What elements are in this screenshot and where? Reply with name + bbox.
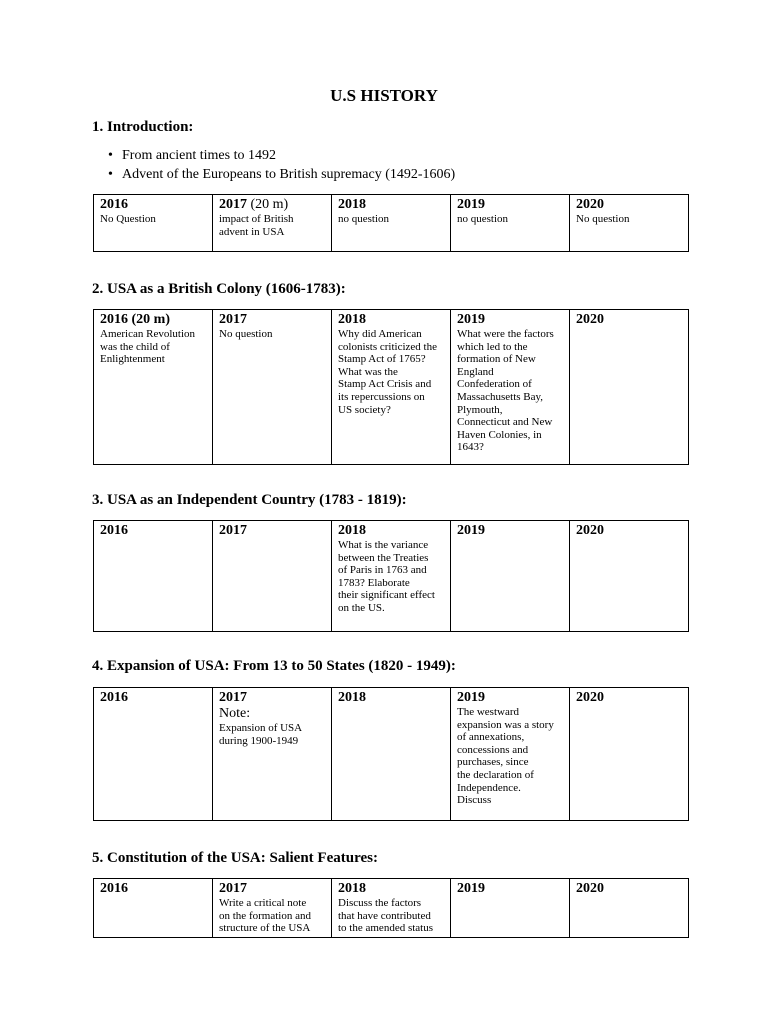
introduction-bullet-list	[108, 146, 455, 184]
table-row	[94, 879, 689, 938]
cell-2018: 2018 What is the variance between the Treaties of Paris in 1763 and 1783? Elaborate their significant effect on the US.	[332, 521, 451, 632]
cell-2017: 2017	[213, 521, 332, 632]
table-row	[94, 195, 689, 252]
section-heading-constitution: 5. Constitution of the USA: Salient Features:	[92, 850, 378, 866]
cell-2017: 2017 Write a critical note on the formation and structure of the USA	[213, 879, 332, 938]
cell-2019: 2019 The westward expansion was a story of annexations, concessions and purchases, since the declaration of Independence. Discuss	[451, 688, 570, 821]
cell-2016: 2016	[94, 879, 213, 938]
cell-2020: 2020	[570, 879, 689, 938]
bullet-icon: •	[108, 167, 113, 182]
cell-2017: 2017 Note: Expansion of USA during 1900-1949	[213, 688, 332, 821]
british-colony-year-table	[93, 309, 689, 465]
cell-2016: 2016	[94, 521, 213, 632]
page-title: U.S HISTORY	[330, 86, 438, 105]
table-row	[94, 310, 689, 465]
cell-2019: 2019 no question	[451, 195, 570, 252]
cell-2016: 2016	[94, 688, 213, 821]
cell-2017: 2017 (20 m) impact of British advent in USA	[213, 195, 332, 252]
cell-2018: 2018 Why did American colonists criticized the Stamp Act of 1765? What was the Stamp Act Crisis and its repercussions on US society?	[332, 310, 451, 465]
expansion-year-table	[93, 687, 689, 821]
cell-2019: 2019 What were the factors which led to the formation of New England Confederation of Massachusetts Bay, Plymouth, Connecticut and New Haven Colonies, in 1643?	[451, 310, 570, 465]
cell-2018: 2018 Discuss the factors that have contributed to the amended status	[332, 879, 451, 938]
cell-2020: 2020	[570, 521, 689, 632]
constitution-year-table	[93, 878, 689, 938]
note-label: Note:	[219, 706, 251, 721]
cell-2019: 2019	[451, 879, 570, 938]
cell-2016: 2016 No Question	[94, 195, 213, 252]
cell-2018: 2018	[332, 688, 451, 821]
cell-2016: 2016 (20 m) American Revolution was the child of Enlightenment	[94, 310, 213, 465]
cell-2020: 2020	[570, 688, 689, 821]
section-heading-introduction: 1. Introduction:	[92, 119, 194, 135]
section-heading-expansion: 4. Expansion of USA: From 13 to 50 States (1820 - 1949):	[92, 658, 456, 674]
table-row	[94, 688, 689, 821]
bullet-icon: •	[108, 148, 113, 163]
cell-2020: 2020	[570, 310, 689, 465]
section-heading-independent-country: 3. USA as an Independent Country (1783 - 1819):	[92, 492, 407, 508]
introduction-year-table	[93, 194, 689, 252]
list-item: • From ancient times to 1492	[108, 148, 276, 163]
cell-2019: 2019	[451, 521, 570, 632]
cell-2020: 2020 No question	[570, 195, 689, 252]
list-item: • Advent of the Europeans to British supremacy (1492-1606)	[108, 167, 456, 182]
cell-2018: 2018 no question	[332, 195, 451, 252]
cell-2017: 2017 No question	[213, 310, 332, 465]
independent-country-year-table	[93, 520, 689, 632]
table-row	[94, 521, 689, 632]
section-heading-british-colony: 2. USA as a British Colony (1606-1783):	[92, 281, 346, 297]
